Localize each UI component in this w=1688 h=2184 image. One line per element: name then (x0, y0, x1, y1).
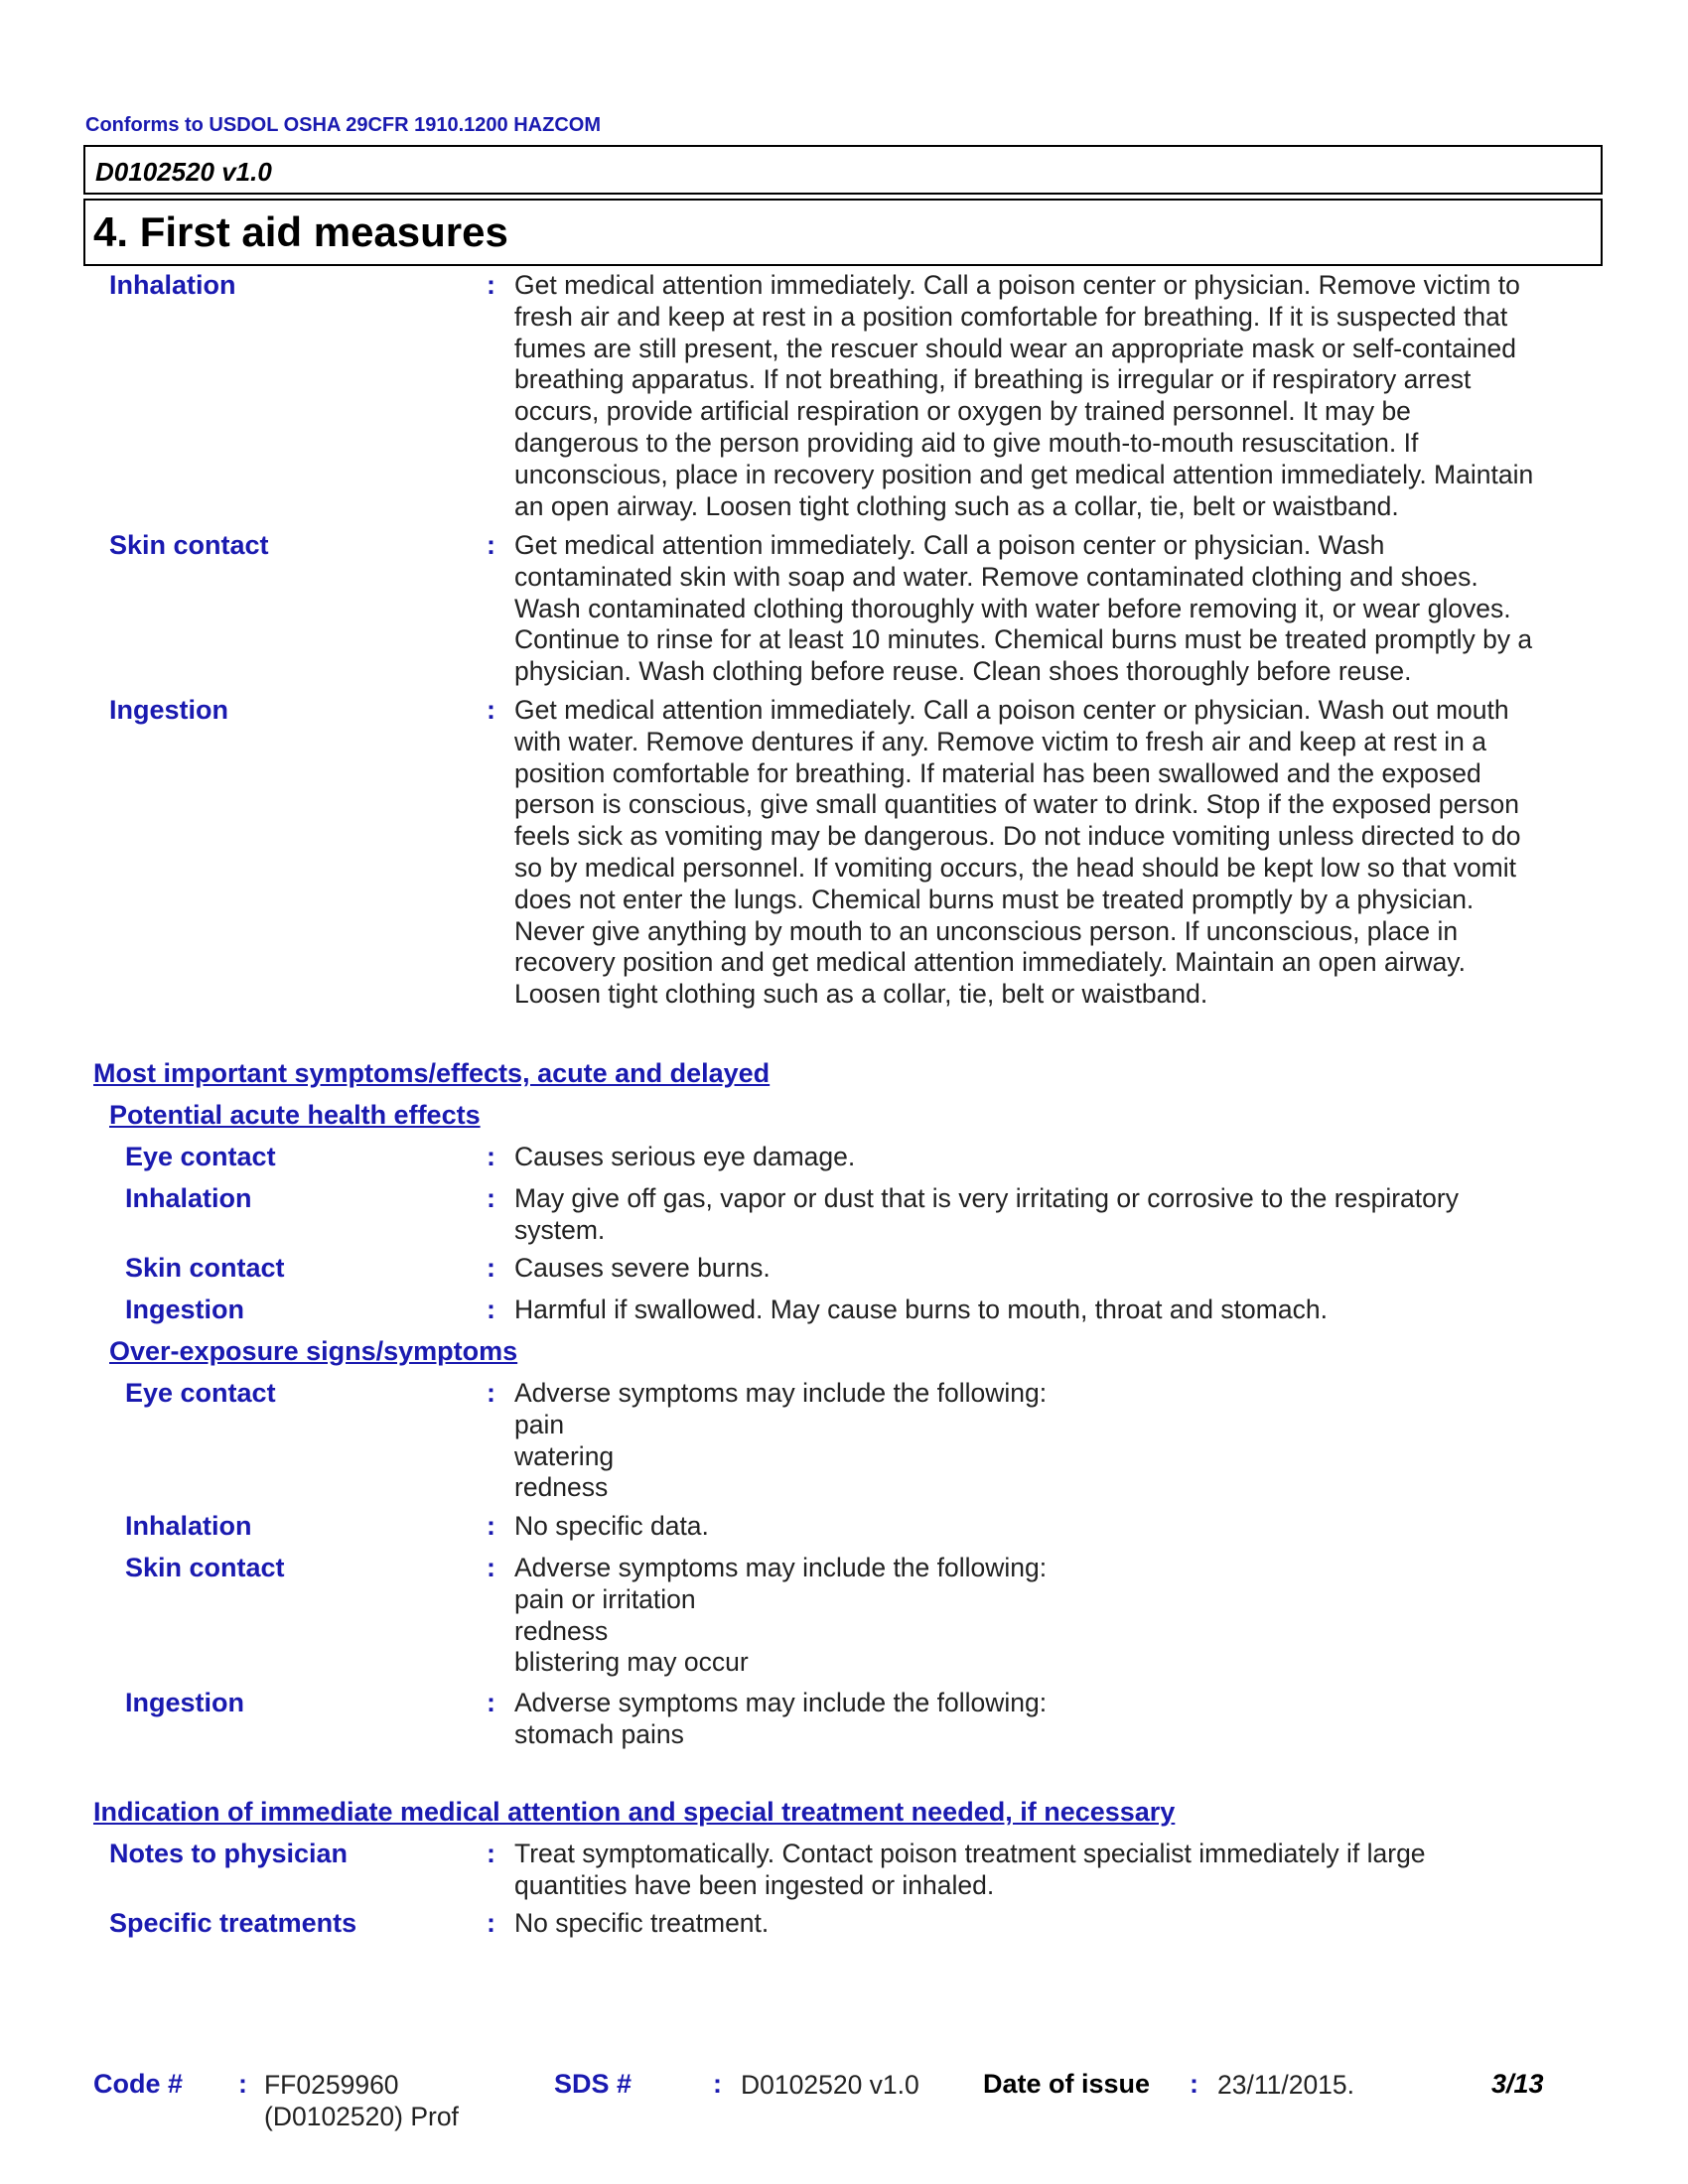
text-line: does not enter the lungs. Chemical burns must be treated promptly by a physician. (514, 884, 1475, 914)
colon: : (487, 1142, 495, 1171)
colon: : (487, 695, 495, 725)
medical-attention-heading: Indication of immediate medical attention and special treatment needed, if necessary (93, 1797, 1176, 1827)
text-line: position comfortable for breathing. If material has been swallowed and the exposed (514, 757, 1481, 788)
text-line: contaminated skin with soap and water. Remove contaminated clothing and shoes. (514, 561, 1478, 592)
first-aid-inhalation-text (514, 270, 1607, 522)
text-line: Causes serious eye damage. (514, 1142, 856, 1171)
footer-date-value: 23/11/2015. (1217, 2070, 1355, 2100)
text-line: pain or irritation (514, 1583, 696, 1614)
colon: : (487, 270, 495, 300)
colon: : (487, 1553, 495, 1582)
colon: : (487, 530, 495, 560)
overexposure-ingestion-text (514, 1688, 1607, 1751)
section-header-box (83, 199, 1603, 266)
first-aid-skin-contact-label: Skin contact (109, 530, 269, 560)
text-line: Adverse symptoms may include the following: (514, 1553, 1048, 1582)
text-line: Get medical attention immediately. Call a poison center or physician. Wash out mouth (514, 695, 1509, 725)
overexposure-eye-contact-text (514, 1378, 1607, 1504)
specific-treatments-label: Specific treatments (109, 1908, 357, 1938)
text-line: May give off gas, vapor or dust that is very irritating or corrosive to the respiratory (514, 1183, 1459, 1213)
text-line: physician. Wash clothing before reuse. Clean shoes thoroughly before reuse. (514, 656, 1412, 687)
first-aid-ingestion-label: Ingestion (109, 695, 228, 725)
colon: : (487, 1253, 495, 1283)
first-aid-skin-contact-text (514, 530, 1607, 688)
footer-sds-label: SDS # (554, 2069, 633, 2099)
first-aid-inhalation-label: Inhalation (109, 270, 236, 300)
text-line: Get medical attention immediately. Call a poison center or physician. Remove victim to (514, 270, 1520, 300)
text-line: Get medical attention immediately. Call a poison center or physician. Wash (514, 530, 1385, 560)
text-line: blistering may occur (514, 1647, 749, 1678)
text-line: No specific data. (514, 1511, 709, 1541)
footer-code-label: Code # (93, 2069, 184, 2099)
specific-treatments-text (514, 1908, 1607, 1940)
overexposure-inhalation-label: Inhalation (125, 1511, 252, 1541)
acute-effects-heading: Potential acute health effects (109, 1100, 481, 1130)
text-line: so by medical personnel. If vomiting occurs, the head should be kept low so that vomit (514, 852, 1517, 883)
text-line: fresh air and keep at rest in a position comfortable for breathing. If it is suspected that (514, 301, 1508, 332)
text-line: No specific treatment. (514, 1908, 770, 1938)
overexposure-skin-contact-label: Skin contact (125, 1553, 285, 1582)
text-line: stomach pains (514, 1718, 684, 1749)
acute-skin-contact-text (514, 1253, 1607, 1285)
acute-eye-contact-label: Eye contact (125, 1142, 276, 1171)
text-line: Adverse symptoms may include the following: (514, 1378, 1048, 1408)
text-line: Harmful if swallowed. May cause burns to mouth, throat and stomach. (514, 1295, 1328, 1324)
text-line: Loosen tight clothing such as a collar, tie, belt or waistband. (514, 979, 1208, 1010)
text-line: occurs, provide artificial respiration or oxygen by trained personnel. It may be (514, 396, 1411, 427)
colon: : (487, 1839, 495, 1868)
colon: : (487, 1183, 495, 1213)
text-line: Never give anything by mouth to an unconscious person. If unconscious, place in (514, 915, 1459, 946)
footer-date-label: Date of issue (983, 2069, 1151, 2099)
text-line: Wash contaminated clothing thoroughly with water before removing it, or wear gloves. (514, 593, 1511, 623)
symptoms-heading: Most important symptoms/effects, acute and delayed (93, 1058, 771, 1088)
text-line: watering (514, 1440, 615, 1471)
text-line: Adverse symptoms may include the following: (514, 1688, 1048, 1717)
text-line: pain (514, 1409, 565, 1439)
document-id-box (83, 145, 1603, 195)
notes-to-physician-text (514, 1839, 1607, 1902)
text-line: quantities have been ingested or inhaled. (514, 1869, 995, 1900)
acute-inhalation-label: Inhalation (125, 1183, 252, 1213)
text-line: system. (514, 1214, 606, 1245)
colon: : (487, 1688, 495, 1717)
acute-inhalation-text (514, 1183, 1607, 1247)
acute-eye-contact-text (514, 1142, 1607, 1173)
colon: : (487, 1511, 495, 1541)
footer-colon: : (238, 2069, 247, 2099)
conformance-statement: Conforms to USDOL OSHA 29CFR 1910.1200 HAZCOM (85, 114, 601, 136)
text-line: redness (514, 1472, 609, 1503)
page-number: 3/13 (1491, 2069, 1544, 2099)
section-title: 4. First aid measures (93, 208, 508, 255)
text-line: feels sick as vomiting may be dangerous. Do not induce vomiting unless directed to do (514, 821, 1521, 852)
text-line: with water. Remove dentures if any. Remove victim to fresh air and keep at rest in a (514, 726, 1486, 756)
document-id: D0102520 v1.0 (95, 157, 272, 187)
text-line: Treat symptomatically. Contact poison treatment specialist immediately if large (514, 1839, 1426, 1868)
overexposure-eye-contact-label: Eye contact (125, 1378, 276, 1408)
overexposure-ingestion-label: Ingestion (125, 1688, 244, 1717)
text-line: person is conscious, give small quantities of water to drink. Stop if the exposed person (514, 789, 1519, 820)
overexposure-inhalation-text (514, 1511, 1607, 1543)
overexposure-heading: Over-exposure signs/symptoms (109, 1336, 518, 1366)
notes-to-physician-label: Notes to physician (109, 1839, 349, 1868)
text-line: unconscious, place in recovery position and get medical attention immediately. Maintain (514, 459, 1534, 489)
footer-code-value (264, 2069, 459, 2132)
colon: : (487, 1908, 495, 1938)
overexposure-skin-contact-text (514, 1553, 1607, 1679)
text-line: an open airway. Loosen tight clothing such as a collar, tie, belt or waistband. (514, 490, 1399, 521)
text-line: redness (514, 1615, 609, 1646)
footer-colon: : (713, 2069, 722, 2099)
footer-code-line-1: FF0259960 (264, 2070, 399, 2100)
acute-ingestion-text (514, 1295, 1607, 1326)
first-aid-ingestion-text (514, 695, 1607, 1011)
text-line: fumes are still present, the rescuer should wear an appropriate mask or self-contained (514, 333, 1516, 363)
text-line: breathing apparatus. If not breathing, if breathing is irregular or if respiratory arrest (514, 364, 1472, 395)
footer-colon: : (1190, 2069, 1198, 2099)
footer-sds-value: D0102520 v1.0 (741, 2070, 919, 2100)
acute-skin-contact-label: Skin contact (125, 1253, 285, 1283)
text-line: recovery position and get medical attention immediately. Maintain an open airway. (514, 947, 1466, 978)
text-line: Continue to rinse for at least 10 minutes. Chemical burns must be treated promptly by a (514, 624, 1533, 655)
colon: : (487, 1295, 495, 1324)
footer-code-line-2: (D0102520) Prof (264, 2102, 459, 2131)
acute-ingestion-label: Ingestion (125, 1295, 244, 1324)
text-line: dangerous to the person providing aid to give mouth-to-mouth resuscitation. If (514, 427, 1419, 458)
text-line: Causes severe burns. (514, 1253, 771, 1283)
colon: : (487, 1378, 495, 1408)
